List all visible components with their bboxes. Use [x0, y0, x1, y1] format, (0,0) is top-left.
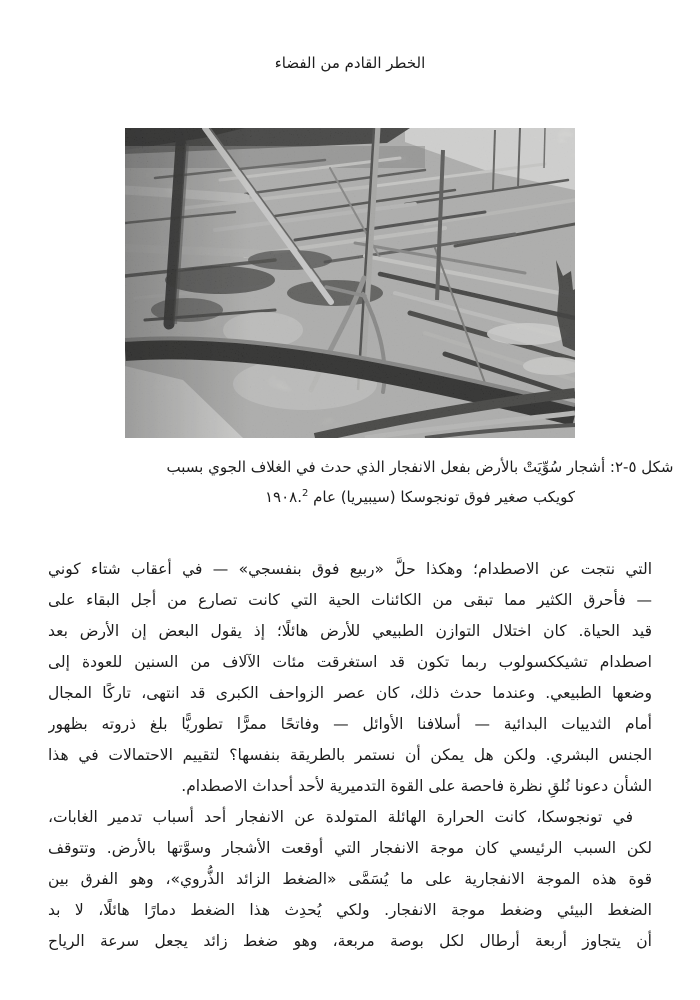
body-line: قوة هذه الموجة الانفجارية على ما يُسَمَّى «الضغط الزائد الذُّروي»، وهو الفرق بين — [48, 870, 652, 888]
body-line: وضعها الطبيعي. وعندما حدث ذلك، كان عصر الزواحف الكبرى قد انتهى، تاركًا المجال — [48, 684, 652, 702]
paragraph-2 — [48, 802, 652, 957]
body-line: أن يتجاوز أربعة أرطال لكل بوصة مربعة، وهو ضغط زائد يجعل سرعة الرياح — [48, 932, 652, 950]
paragraph-1 — [48, 554, 652, 802]
body-line: — فأحرق الكثير مما تبقى من الكائنات الحية التي كانت تصارع من أجل البقاء على — [48, 591, 652, 609]
body-line: الجنس البشري. ولكن هل يمكن أن نستمر بالطريقة بنفسها؟ لتقييم الاحتمالات في هذا — [48, 746, 652, 764]
body-line: الضغط البيئي وضغط موجة الانفجار. ولكي يُحدِث هذا الضغط دمارًا هائلًا، لا بد — [48, 901, 652, 919]
tunguska-photo — [125, 128, 575, 438]
body-line: التي نتجت عن الاصطدام؛ وهكذا حلَّ «ربيع فوق بنفسجي» — في أعقاب شتاء كوني — [48, 560, 652, 578]
body-line: لكن السبب الرئيسي كان موجة الانفجار التي أوقعت الأشجار وسوَّتها بالأرض. وتتوقف — [48, 839, 652, 857]
body-line: قيد الحياة. كان اختلال التوازن الطبيعي للأرض هائلًا؛ إذ يقول البعض إن الأرض بعد — [48, 622, 652, 640]
body-line: اصطدام تشيككسولوب ربما تكون قد استغرقت مئات الآلاف من السنين للعودة إلى — [48, 653, 652, 671]
body-line: في تونجوسكا، كانت الحرارة الهائلة المتولدة عن الانفجار أحد أسباب تدمير الغابات، — [48, 808, 633, 826]
figure-caption-line2-text: كويكب صغير فوق تونجوسكا (سيبيريا) عام ١٩٠٨. — [264, 488, 576, 506]
body-line: الشأن دعونا نُلقِ نظرة فاحصة على القوة التدميرية لأحد أحداث الاصطدام. — [181, 777, 652, 795]
running-header-title: الخطر القادم من الفضاء — [274, 54, 426, 72]
figure-caption — [125, 452, 700, 512]
figure-caption-line2 — [125, 482, 700, 512]
tunguska-photo-svg — [125, 128, 575, 438]
figure — [125, 128, 674, 512]
body-text — [48, 554, 652, 957]
body-line: أمام الثدييات البدائية — أسلافنا الأوائل — وفاتحًا ممرًّا تطوريًّا بلغ ذروته بظهور — [48, 715, 652, 733]
running-header — [0, 0, 700, 73]
footnote-marker: 2 — [301, 488, 309, 499]
figure-caption-line1: شكل ٥-٢: أشجار سُوِّيَتْ بالأرض بفعل الانفجار الذي حدث في الغلاف الجوي بسبب — [166, 458, 674, 476]
